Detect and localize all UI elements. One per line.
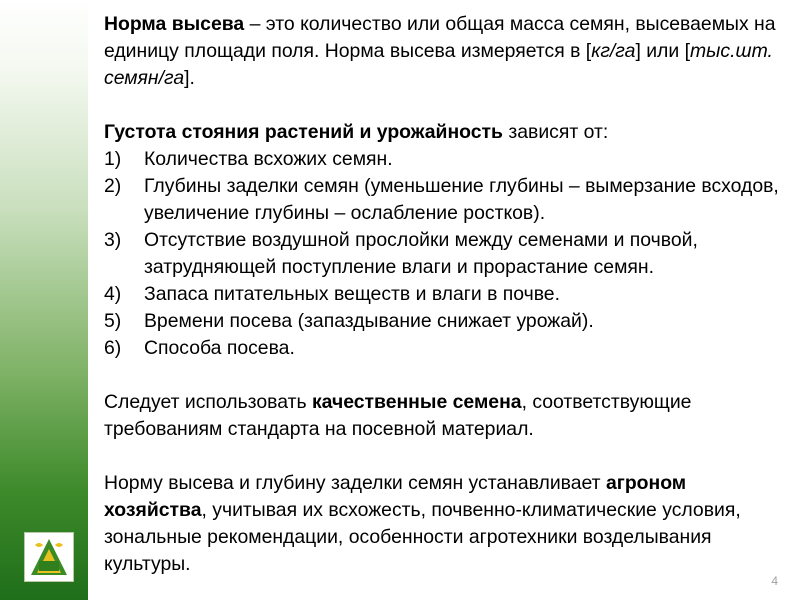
list-number: 1)	[104, 148, 122, 170]
university-emblem-icon	[24, 532, 74, 582]
list-text: Запаса питательных веществ и влаги в почве.	[144, 283, 560, 305]
list-item	[104, 227, 786, 281]
quality-seeds-paragraph	[104, 389, 786, 443]
list-item	[104, 335, 786, 362]
term-norm: Норма высева	[104, 13, 245, 35]
norm-definition	[104, 11, 786, 92]
unit-kg-ha: кг/га	[591, 40, 636, 62]
list-number: 2)	[104, 175, 122, 197]
agronomist-before: Норму высева и глубину заделки семян устанавливает	[104, 472, 606, 494]
density-heading	[104, 119, 786, 146]
page-number: 4	[771, 574, 778, 588]
list-text: Времени посева (запаздывание снижает урожай).	[144, 310, 594, 332]
quality-seeds-after: , соответствующие требованиям стандарта на посевной материал.	[104, 391, 692, 440]
list-text: Количества всхожих семян.	[144, 148, 393, 170]
list-text: Способа посева.	[144, 337, 295, 359]
list-item	[104, 146, 786, 173]
quality-seeds-bold: качественные семена	[311, 391, 522, 413]
agronomist-paragraph	[104, 470, 786, 578]
list-item	[104, 308, 786, 335]
quality-seeds-before: Следует использовать	[104, 391, 312, 413]
density-heading-bold: Густота стояния растений и урожайность	[104, 121, 503, 143]
norm-definition-end: ].	[184, 67, 195, 89]
unit-thousand-seeds: тыс.шт. семян/га	[104, 40, 773, 89]
agronomist-bold: агроном хозяйства	[104, 472, 687, 521]
list-number: 4)	[104, 283, 122, 305]
list-number: 5)	[104, 310, 122, 332]
unit-separator: ] или [	[635, 40, 690, 62]
list-item	[104, 281, 786, 308]
factors-list	[104, 146, 786, 362]
norm-definition-text: – это количество или общая масса семян, высеваемых на единицу площади поля. Норма высева измеряется в [	[104, 13, 776, 62]
list-number: 6)	[104, 337, 122, 359]
agronomist-after: , учитывая их всхожесть, почвенно-климатические условия, зональные рекомендации, особенности агротехники возделывания культуры.	[104, 499, 741, 575]
list-text: Глубины заделки семян (уменьшение глубины – вымерзание всходов, увеличение глубины – ослабление ростков).	[144, 175, 779, 224]
list-text: Отсутствие воздушной прослойки между семенами и почвой, затрудняющей поступление влаги и прорастание семян.	[144, 229, 698, 278]
density-heading-rest: зависят от:	[502, 121, 609, 143]
list-number: 3)	[104, 229, 122, 251]
slide-content	[104, 11, 786, 578]
list-item	[104, 173, 786, 227]
side-gradient-bar	[0, 0, 88, 600]
